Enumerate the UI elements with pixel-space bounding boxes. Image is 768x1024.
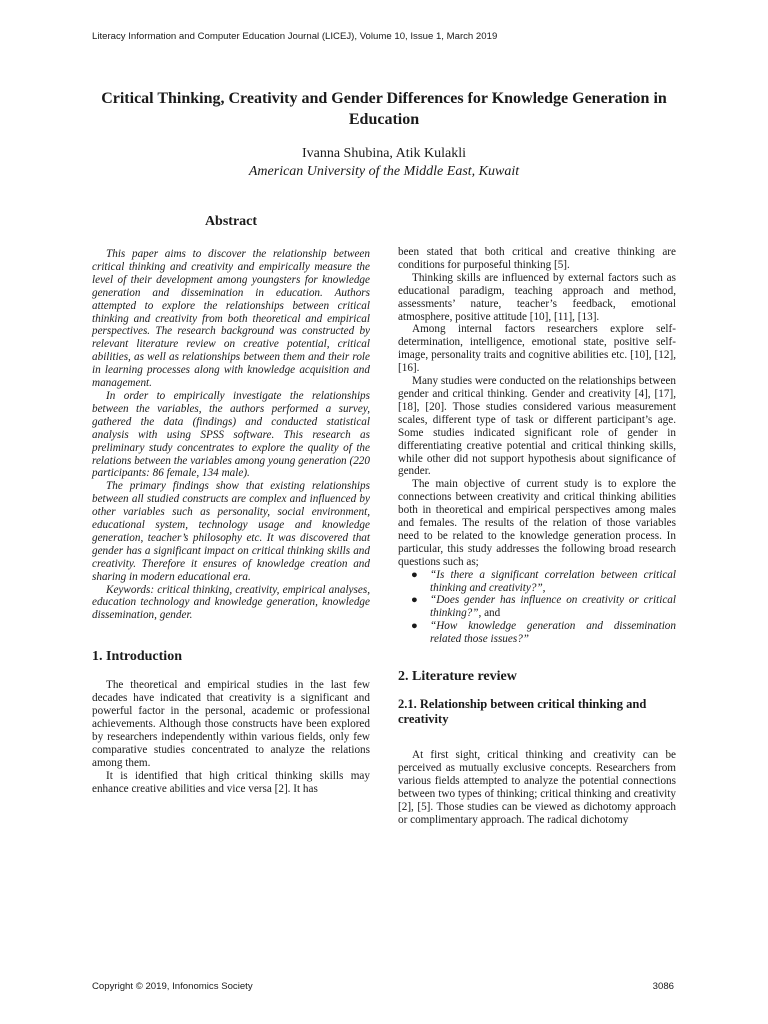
list-item [398, 620, 676, 646]
list-item [398, 569, 676, 595]
abstract-heading: Abstract [204, 214, 258, 229]
bullet-icon: ● [411, 568, 418, 581]
right-column [398, 246, 676, 827]
literature-paragraph: At first sight, critical thinking and creativity can be perceived as mutually exclusive concepts. Researchers from various fields attempted to analyze the potential connections between two types of thinking; critical thinking and creativity [2], [5]. Those studies can be viewed as dichotomy approach or complimentary approach. The radical dichotomy [398, 749, 676, 826]
footer-copyright: Copyright © 2019, Infonomics Society [92, 981, 253, 992]
list-item [398, 594, 676, 620]
literature-heading: 2. Literature review [398, 669, 517, 685]
body-paragraph: Thinking skills are influenced by external factors such as educational paradigm, teaching approach and method, assessments’ nature, teacher’s feedback, emotional atmosphere, positive attitude [10], [11], [13]. [398, 271, 676, 323]
research-questions-list [398, 569, 676, 646]
page-number: 3086 [652, 981, 674, 992]
abstract-paragraph: In order to empirically investigate the relationships between the variables, the authors performed a survey, gathered the data (findings) and conducted statistical analysis with using SPSS software. This research as preliminary study concentrates to explore the quality of the relations between the variables among young generation (220 participants: 86 female, 134 male). [92, 389, 370, 480]
bullet-icon: ● [411, 620, 418, 633]
question-text: “Does gender has influence on creativity or critical thinking?”, [430, 594, 676, 620]
journal-header: Literacy Information and Computer Education Journal (LICEJ), Volume 10, Issue 1, March 2019 [92, 31, 498, 42]
left-column [92, 210, 370, 795]
paper-authors: Ivanna Shubina, Atik Kulakli [301, 146, 467, 161]
literature-subheading: 2.1. Relationship between critical thinking and creativity [398, 697, 647, 727]
abstract-paragraph: The primary findings show that existing relationships between all studied constructs are complex and influenced by other variables such as personality, social environment, educational system, technology usage and knowledge generation, teacher’s philosophy etc. It was discovered that gender has a significant impact on critical thinking skills and creativity. Therefore it ensures of knowledge creation and sharing in modern educational era. [92, 480, 370, 583]
body-paragraph: The main objective of current study is to explore the connections between creativity and critical thinking abilities both in theoretical and empirical perspectives among males and females. The results of the relation of those variables need to be related to the knowledge generation process. In particular, this study addresses the following broad research questions such as; [398, 478, 676, 568]
body-paragraph: Among internal factors researchers explore self-determination, intelligence, emotional state, positive self-image, personality traits and cognitive abilities etc. [10], [12], [16]. [398, 323, 676, 375]
introduction-paragraph: It is identified that high critical thinking skills may enhance creative abilities and vice versa [2]. It has [92, 769, 370, 795]
continued-paragraph: been stated that both critical and creative thinking are conditions for purposeful thinking [5]. [398, 246, 676, 271]
bullet-icon: ● [411, 594, 418, 607]
introduction-heading: 1. Introduction [92, 649, 182, 665]
paper-title: Critical Thinking, Creativity and Gender Differences for Knowledge Generation in Education [101, 90, 667, 128]
question-text: “How knowledge generation and dissemination related those issues?” [430, 620, 676, 646]
abstract-paragraph: This paper aims to discover the relationship between critical thinking and creativity and empirically measure the level of their development among youngsters for knowledge generation and dissemination in education. Authors attempted to explore the relationships between critical thinking and creativity from both theoretical and empirical perspectives. The research background was constructed by relevant literature review on creative potential, critical abilities, as well as relationships between them and their role in learning processes along with knowledge acquisition and management. [92, 248, 370, 390]
question-suffix: and [481, 607, 501, 620]
question-text: “Is there a significant correlation between critical thinking and creativity?”, [430, 568, 676, 594]
abstract-keywords: Keywords: critical thinking, creativity, empirical analyses, education technology and knowledge generation, knowledge dissemination, gender. [92, 583, 370, 622]
paper-affiliation: American University of the Middle East, Kuwait [248, 164, 520, 179]
introduction-paragraph: The theoretical and empirical studies in the last few decades have indicated that creativity is a significant and powerful factor in the personal, academic or professional achievements. Although those constructs have been explored by researchers independently within various fields, only few comparative studies concentrated to analyze the relations among them. [92, 679, 370, 769]
body-paragraph: Many studies were conducted on the relationships between gender and critical thinking. Gender and creativity [4], [17], [18], [20]. Those studies considered various measurement scales, different type of task or different participant’s age. Some studies indicated significant role of gender in differentiating creative potential and critical thinking skills, while other did not support hypothesis about significance of gender. [398, 375, 676, 478]
